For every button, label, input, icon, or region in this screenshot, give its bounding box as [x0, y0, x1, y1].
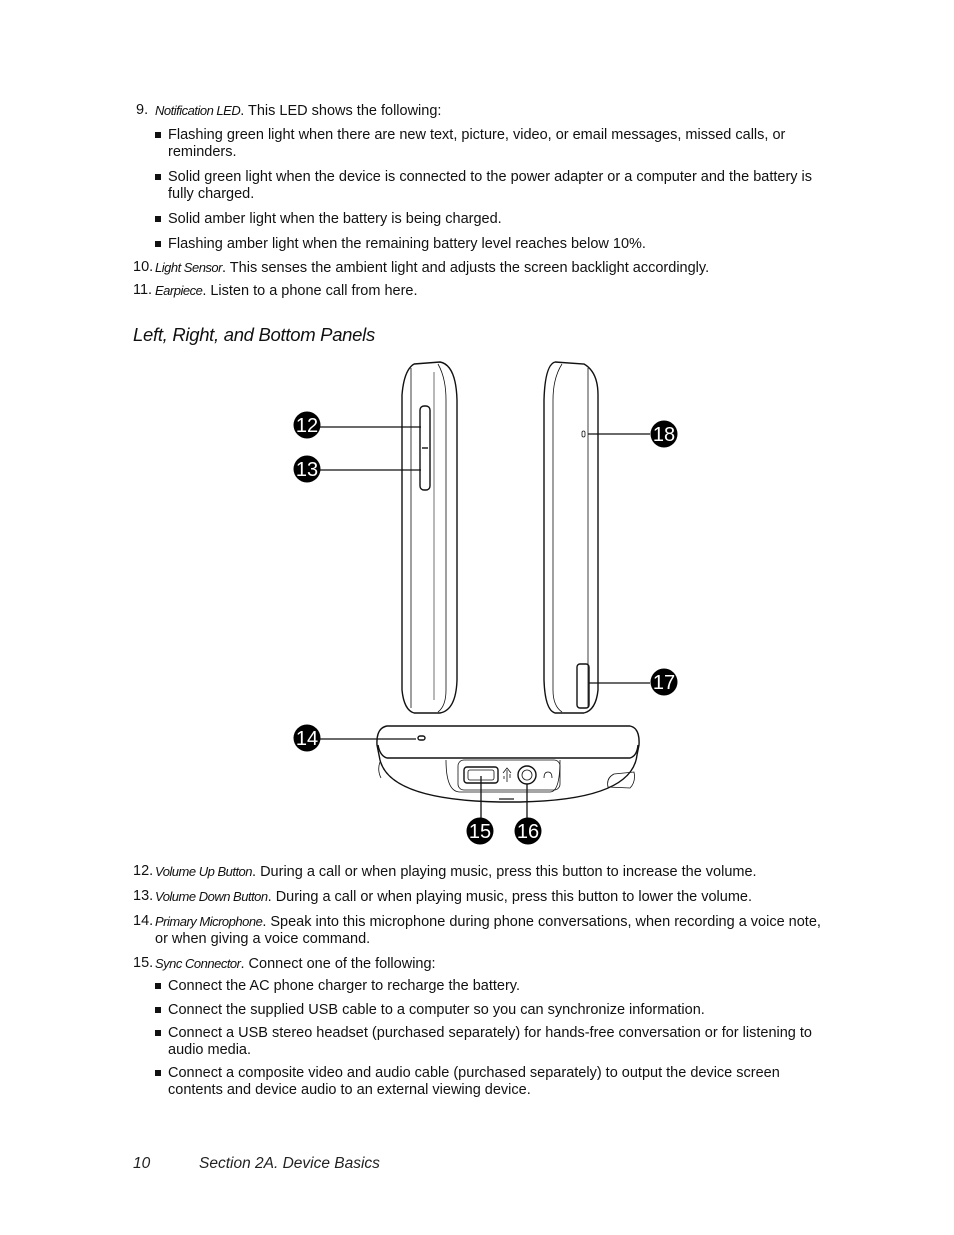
item-text: . During a call or when playing music, press this button to increase the volume.	[252, 864, 757, 880]
bullet-item: Solid amber light when the battery is being charged.	[155, 211, 835, 228]
bullet-square-icon	[155, 983, 161, 989]
bullet-square-icon	[155, 241, 161, 247]
bullet-item: Flashing amber light when the remaining battery level reaches below 10%.	[155, 236, 835, 253]
item-text: . Listen to a phone call from here.	[202, 283, 418, 299]
item-text: . Connect one of the following:	[240, 956, 436, 972]
item-number: 11.	[133, 282, 153, 298]
bullet-square-icon	[155, 1030, 161, 1036]
item-term: Sync Connector	[155, 956, 241, 971]
item-term: Earpiece	[155, 283, 203, 298]
list-item-10	[133, 259, 833, 277]
footer-section-title: Section 2A. Device Basics	[199, 1155, 380, 1172]
item-number: 13.	[133, 888, 154, 904]
callout-12-label: 12	[295, 415, 319, 437]
list-item-15	[133, 955, 833, 973]
callout-14	[294, 725, 321, 752]
item-term: Volume Down Button	[155, 889, 268, 904]
callout-13-label: 13	[295, 459, 319, 481]
item-text: . During a call or when playing music, press this button to lower the volume.	[267, 889, 753, 905]
item-text: . This senses the ambient light and adjusts the screen backlight accordingly.	[222, 260, 710, 276]
bullet-square-icon	[155, 174, 161, 180]
item-term: Light Sensor	[155, 260, 222, 275]
bullet-item: Connect the supplied USB cable to a computer so you can synchronize information.	[155, 1002, 835, 1019]
item-term: Notification LED	[155, 103, 241, 118]
page-number: 10	[133, 1155, 151, 1172]
item-text: . This LED shows the following:	[240, 103, 442, 119]
left-panel-drawing	[402, 362, 457, 713]
bullet-item: Flashing green light when there are new text, picture, video, or email messages, missed calls, or reminders.	[155, 127, 835, 161]
callout-17	[651, 669, 678, 696]
item-number: 12.	[133, 863, 154, 879]
item-text: . Speak into this microphone during phone conversations, when recording a voice note, or when giving a voice command.	[155, 914, 821, 947]
bullet-square-icon	[155, 1007, 161, 1013]
callout-leader-lines	[320, 427, 650, 818]
item-number: 10.	[133, 259, 154, 275]
callout-14-label: 14	[295, 728, 319, 750]
item-term: Volume Up Button	[155, 864, 253, 879]
bullet-item: Connect a composite video and audio cable (purchased separately) to output the device screen contents and device audio to an external viewing device.	[155, 1065, 835, 1099]
callout-16-label: 16	[516, 821, 540, 843]
callout-17-label: 17	[652, 672, 676, 694]
device-panels-figure	[285, 355, 685, 855]
section-heading: Left, Right, and Bottom Panels	[133, 324, 375, 345]
item-number: 15.	[133, 955, 154, 971]
bullet-item: Solid green light when the device is connected to the power adapter or a computer and the battery is fully charged.	[155, 169, 835, 203]
item-number: 9.	[136, 102, 149, 118]
list-item-14	[133, 913, 833, 948]
callout-15	[467, 818, 494, 845]
list-item-12	[133, 863, 833, 881]
callout-12	[294, 412, 321, 439]
list-item-13	[133, 888, 833, 906]
callout-15-label: 15	[468, 821, 492, 843]
item-number: 14.	[133, 913, 154, 929]
bullet-square-icon	[155, 132, 161, 138]
bullet-item: Connect a USB stereo headset (purchased separately) for hands-free conversation or for listening to audio media.	[155, 1025, 835, 1059]
bullet-square-icon	[155, 1070, 161, 1076]
bullet-square-icon	[155, 216, 161, 222]
callout-13	[294, 456, 321, 483]
bullet-item: Connect the AC phone charger to recharge the battery.	[155, 978, 835, 995]
list-item-11	[133, 282, 833, 300]
item-term: Primary Microphone	[155, 914, 263, 929]
callout-16	[515, 818, 542, 845]
callout-18	[651, 421, 678, 448]
list-item-9	[133, 102, 833, 120]
right-panel-drawing	[544, 362, 598, 713]
callout-18-label: 18	[652, 424, 676, 446]
bottom-panel-drawing	[377, 726, 639, 802]
